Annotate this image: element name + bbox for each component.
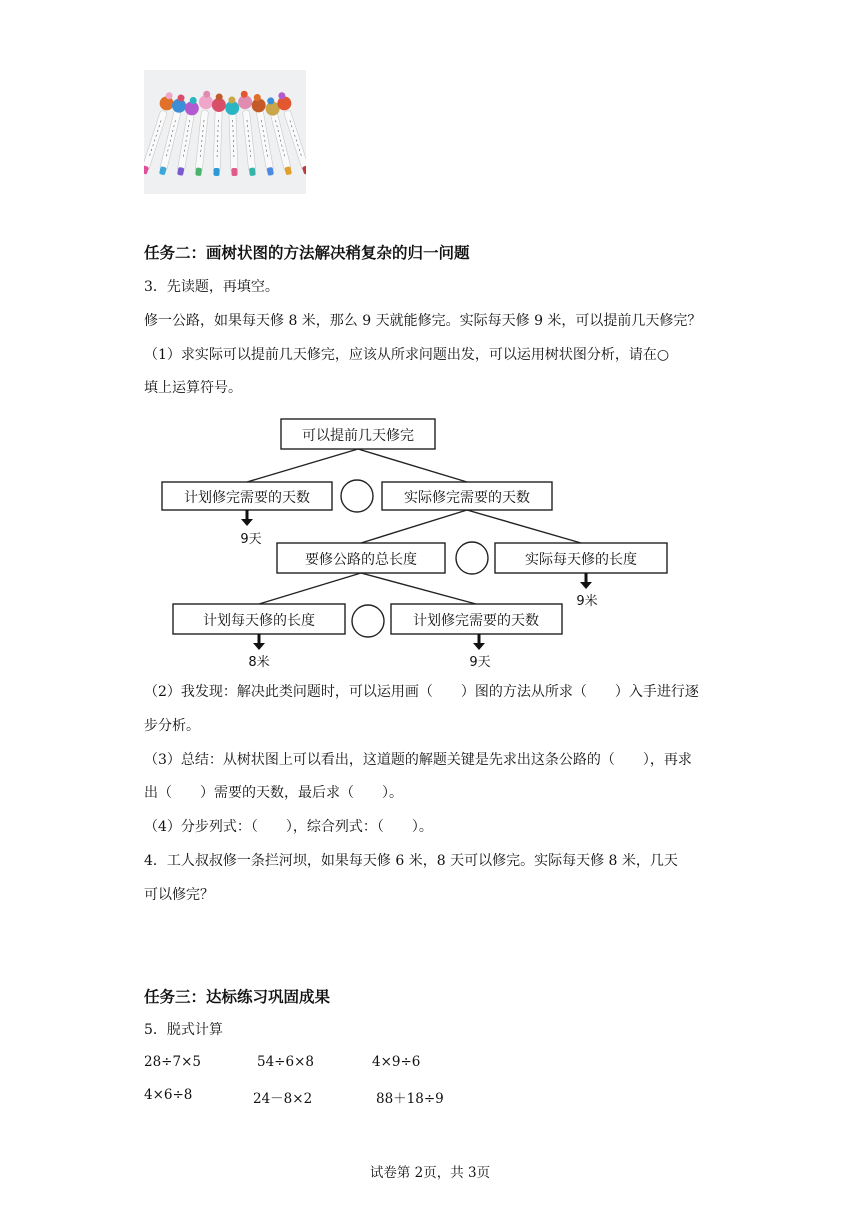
q3-title: 3．先读题，再填空。: [144, 279, 279, 295]
plan-days-value: 9天: [240, 532, 262, 547]
plan-daily-label: 计划每天修的长度: [203, 613, 315, 629]
calc-item: 88＋18÷9: [376, 1091, 444, 1107]
calc-item: 24－8×2: [253, 1091, 313, 1107]
pens-illustration: [144, 70, 306, 194]
plan-days-2-label: 计划修完需要的天数: [413, 613, 539, 629]
task2-heading: 任务二：画树状图的方法解决稍复杂的归一问题: [144, 244, 470, 262]
task3-heading: 任务三：达标练习巩固成果: [144, 988, 331, 1006]
operator-circle-3[interactable]: [352, 605, 384, 637]
total-length-label: 要修公路的总长度: [305, 552, 417, 568]
q3-part1-line1: （1）求实际可以提前几天修完，应该从所求问题出发，可以运用树状图分析，请在○: [144, 347, 670, 363]
calc-item: 4×9÷6: [372, 1054, 421, 1070]
actual-daily-value: 9米: [576, 594, 598, 609]
q3-part2-line1: （2）我发现：解决此类问题时，可以运用画（ ）图的方法从所求（ ）入手进行逐: [144, 684, 699, 700]
plan-days-label: 计划修完需要的天数: [184, 490, 310, 506]
q4-line2: 可以修完？: [144, 887, 214, 903]
q3-part1-line2: 填上运算符号。: [144, 380, 242, 396]
page-footer: 试卷第 2页，共 3页: [369, 1165, 491, 1181]
tree-diagram: [150, 412, 680, 674]
q4-line1: 4．工人叔叔修一条拦河坝，如果每天修 6 米，8 天可以修完。实际每天修 8 米，几天: [144, 853, 678, 869]
q3-part3-line1: （3）总结：从树状图上可以看出，这道题的解题关键是先求出这条公路的（ ），再求: [144, 752, 692, 768]
calc-item: 28÷7×5: [144, 1054, 201, 1070]
q3-problem: 修一公路，如果每天修 8 米，那么 9 天就能修完。实际每天修 9 米，可以提前几天修完？: [144, 313, 702, 329]
pens-photo: [144, 70, 306, 194]
calc-item: 54÷6×8: [257, 1054, 314, 1070]
q3-part4: （4）分步列式：（ ），综合列式：（ ）。: [144, 819, 433, 835]
actual-days-label: 实际修完需要的天数: [404, 490, 530, 506]
plan-daily-value: 8米: [248, 655, 270, 670]
tree-root-label: 可以提前几天修完: [302, 428, 414, 444]
actual-daily-label: 实际每天修的长度: [525, 552, 637, 568]
plan-days-2-value: 9天: [469, 655, 491, 670]
q3-part2-line2: 步分析。: [144, 718, 200, 734]
operator-circle-1[interactable]: [341, 480, 373, 512]
q3-part3-line2: 出（ ）需要的天数，最后求（ ）。: [144, 785, 403, 801]
calc-item: 4×6÷8: [144, 1087, 193, 1103]
operator-circle-2[interactable]: [456, 542, 488, 574]
q5-title: 5．脱式计算: [144, 1022, 223, 1038]
